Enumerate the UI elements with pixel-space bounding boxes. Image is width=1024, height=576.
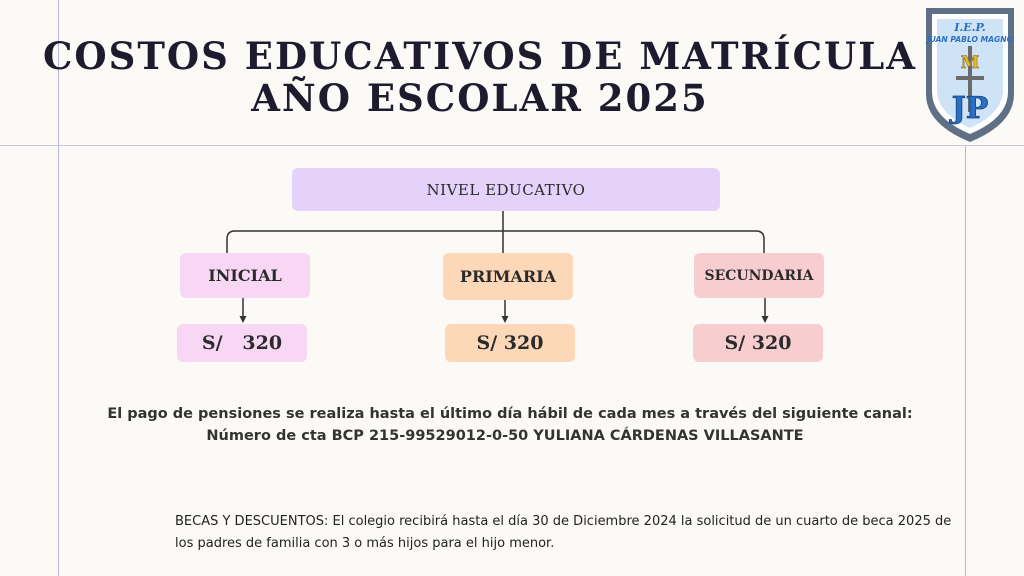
- page-title-line-2: AÑO ESCOLAR 2025: [251, 76, 709, 120]
- arrow-head-icon: [502, 316, 509, 323]
- nivel-educativo-box: NIVEL EDUCATIVO: [292, 168, 720, 211]
- page-title-line-1: COSTOS EDUCATIVOS DE MATRÍCULA: [42, 34, 918, 78]
- logo-school-name: JUAN PABLO MAGNO: [926, 35, 1014, 44]
- logo-jp-initials: JP: [951, 91, 989, 126]
- logo-m-letter: M: [960, 53, 980, 73]
- becas-descuentos-text: BECAS Y DESCUENTOS: El colegio recibirá hasta el día 30 de Diciembre 2024 la solicitud de un cuarto de beca 2025 de los padres de familia con 3 o más hijos para el hijo menor.: [175, 514, 952, 551]
- arrow-head-icon: [240, 316, 247, 323]
- branch-line: [227, 231, 764, 253]
- arrow-head-icon: [762, 316, 769, 323]
- primaria-price-box: S/ 320: [445, 324, 575, 362]
- payment-deadline-text: El pago de pensiones se realiza hasta el último día hábil de cada mes a través del siguiente canal:: [107, 406, 913, 422]
- secundaria-level-box: SECUNDARIA: [694, 253, 824, 298]
- inicial-level-box: INICIAL: [180, 253, 310, 298]
- logo-iep-text: I.E.P.: [954, 21, 986, 34]
- inicial-price-box: S/ 320: [177, 324, 307, 362]
- bank-account-text: Número de cta BCP 215-99529012-0-50 YULIANA CÁRDENAS VILLASANTE: [206, 428, 804, 444]
- secundaria-price-box: S/ 320: [693, 324, 823, 362]
- primaria-level-box: PRIMARIA: [443, 253, 573, 300]
